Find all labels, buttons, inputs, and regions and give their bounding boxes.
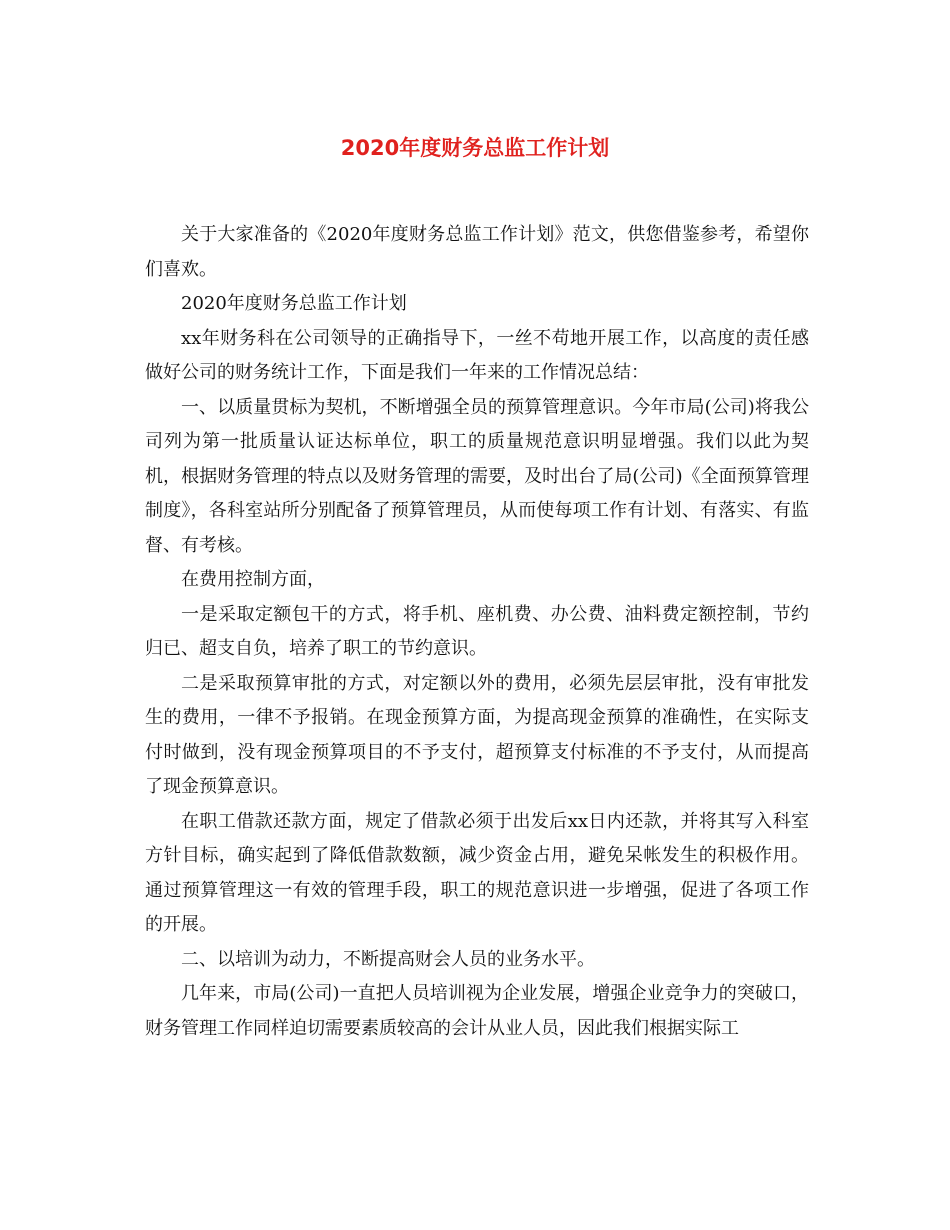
- paragraph-training: 几年来，市局(公司)一直把人员培训视为企业发展，增强企业竞争力的突破口，财务管理工作同样迫切需要素质较高的会计从业人员，因此我们根据实际工: [145, 983, 809, 1039]
- paragraph-quota: 一是采取定额包干的方式，将手机、座机费、办公费、油料费定额控制，节约归已、超支自负，培养了职工的节约意识。: [145, 603, 809, 659]
- paragraph-cost-control: 在费用控制方面，: [181, 569, 325, 590]
- paragraph-loans: 在职工借款还款方面，规定了借款必须于出发后xx日内还款，并将其写入科室方针目标，确实起到了降低借款数额，减少资金占用，避免呆帐发生的积极作用。通过预算管理这一有效的管理手段，职工的规范意识进一步增强，促进了各项工作的开展。: [145, 810, 809, 935]
- paragraph-subtitle: 2020年度财务总监工作计划: [181, 293, 407, 314]
- paragraph-section-1: 一、以质量贯标为契机，不断增强全员的预算管理意识。今年市局(公司)将我公司列为第一批质量认证达标单位，职工的质量规范意识明显增强。我们以此为契机，根据财务管理的特点以及财务管理的需要，及时出台了局(公司)《全面预算管理制度》，各科室站所分别配备了预算管理员，从而使每项工作有计划、有落实、有监督、有考核。: [145, 396, 809, 556]
- paragraph-section-2: 二、以培训为动力，不断提高财会人员的业务水平。: [181, 948, 595, 970]
- document-body: [145, 218, 809, 1046]
- document-title: 2020年度财务总监工作计划: [340, 136, 610, 160]
- paragraph-budget-approval: 二是采取预算审批的方式，对定额以外的费用，必须先层层审批，没有审批发生的费用，一律不予报销。在现金预算方面，为提高现金预算的准确性，在实际支付时做到，没有现金预算项目的不予支付，超预算支付标准的不予支付，从而提高了现金预算意识。: [145, 672, 809, 797]
- paragraph-intro: 关于大家准备的《2020年度财务总监工作计划》范文，供您借鉴参考，希望你们喜欢。: [145, 224, 809, 280]
- paragraph-summary: xx年财务科在公司领导的正确指导下，一丝不苟地开展工作，以高度的责任感做好公司的财务统计工作，下面是我们一年来的工作情况总结：: [145, 327, 809, 383]
